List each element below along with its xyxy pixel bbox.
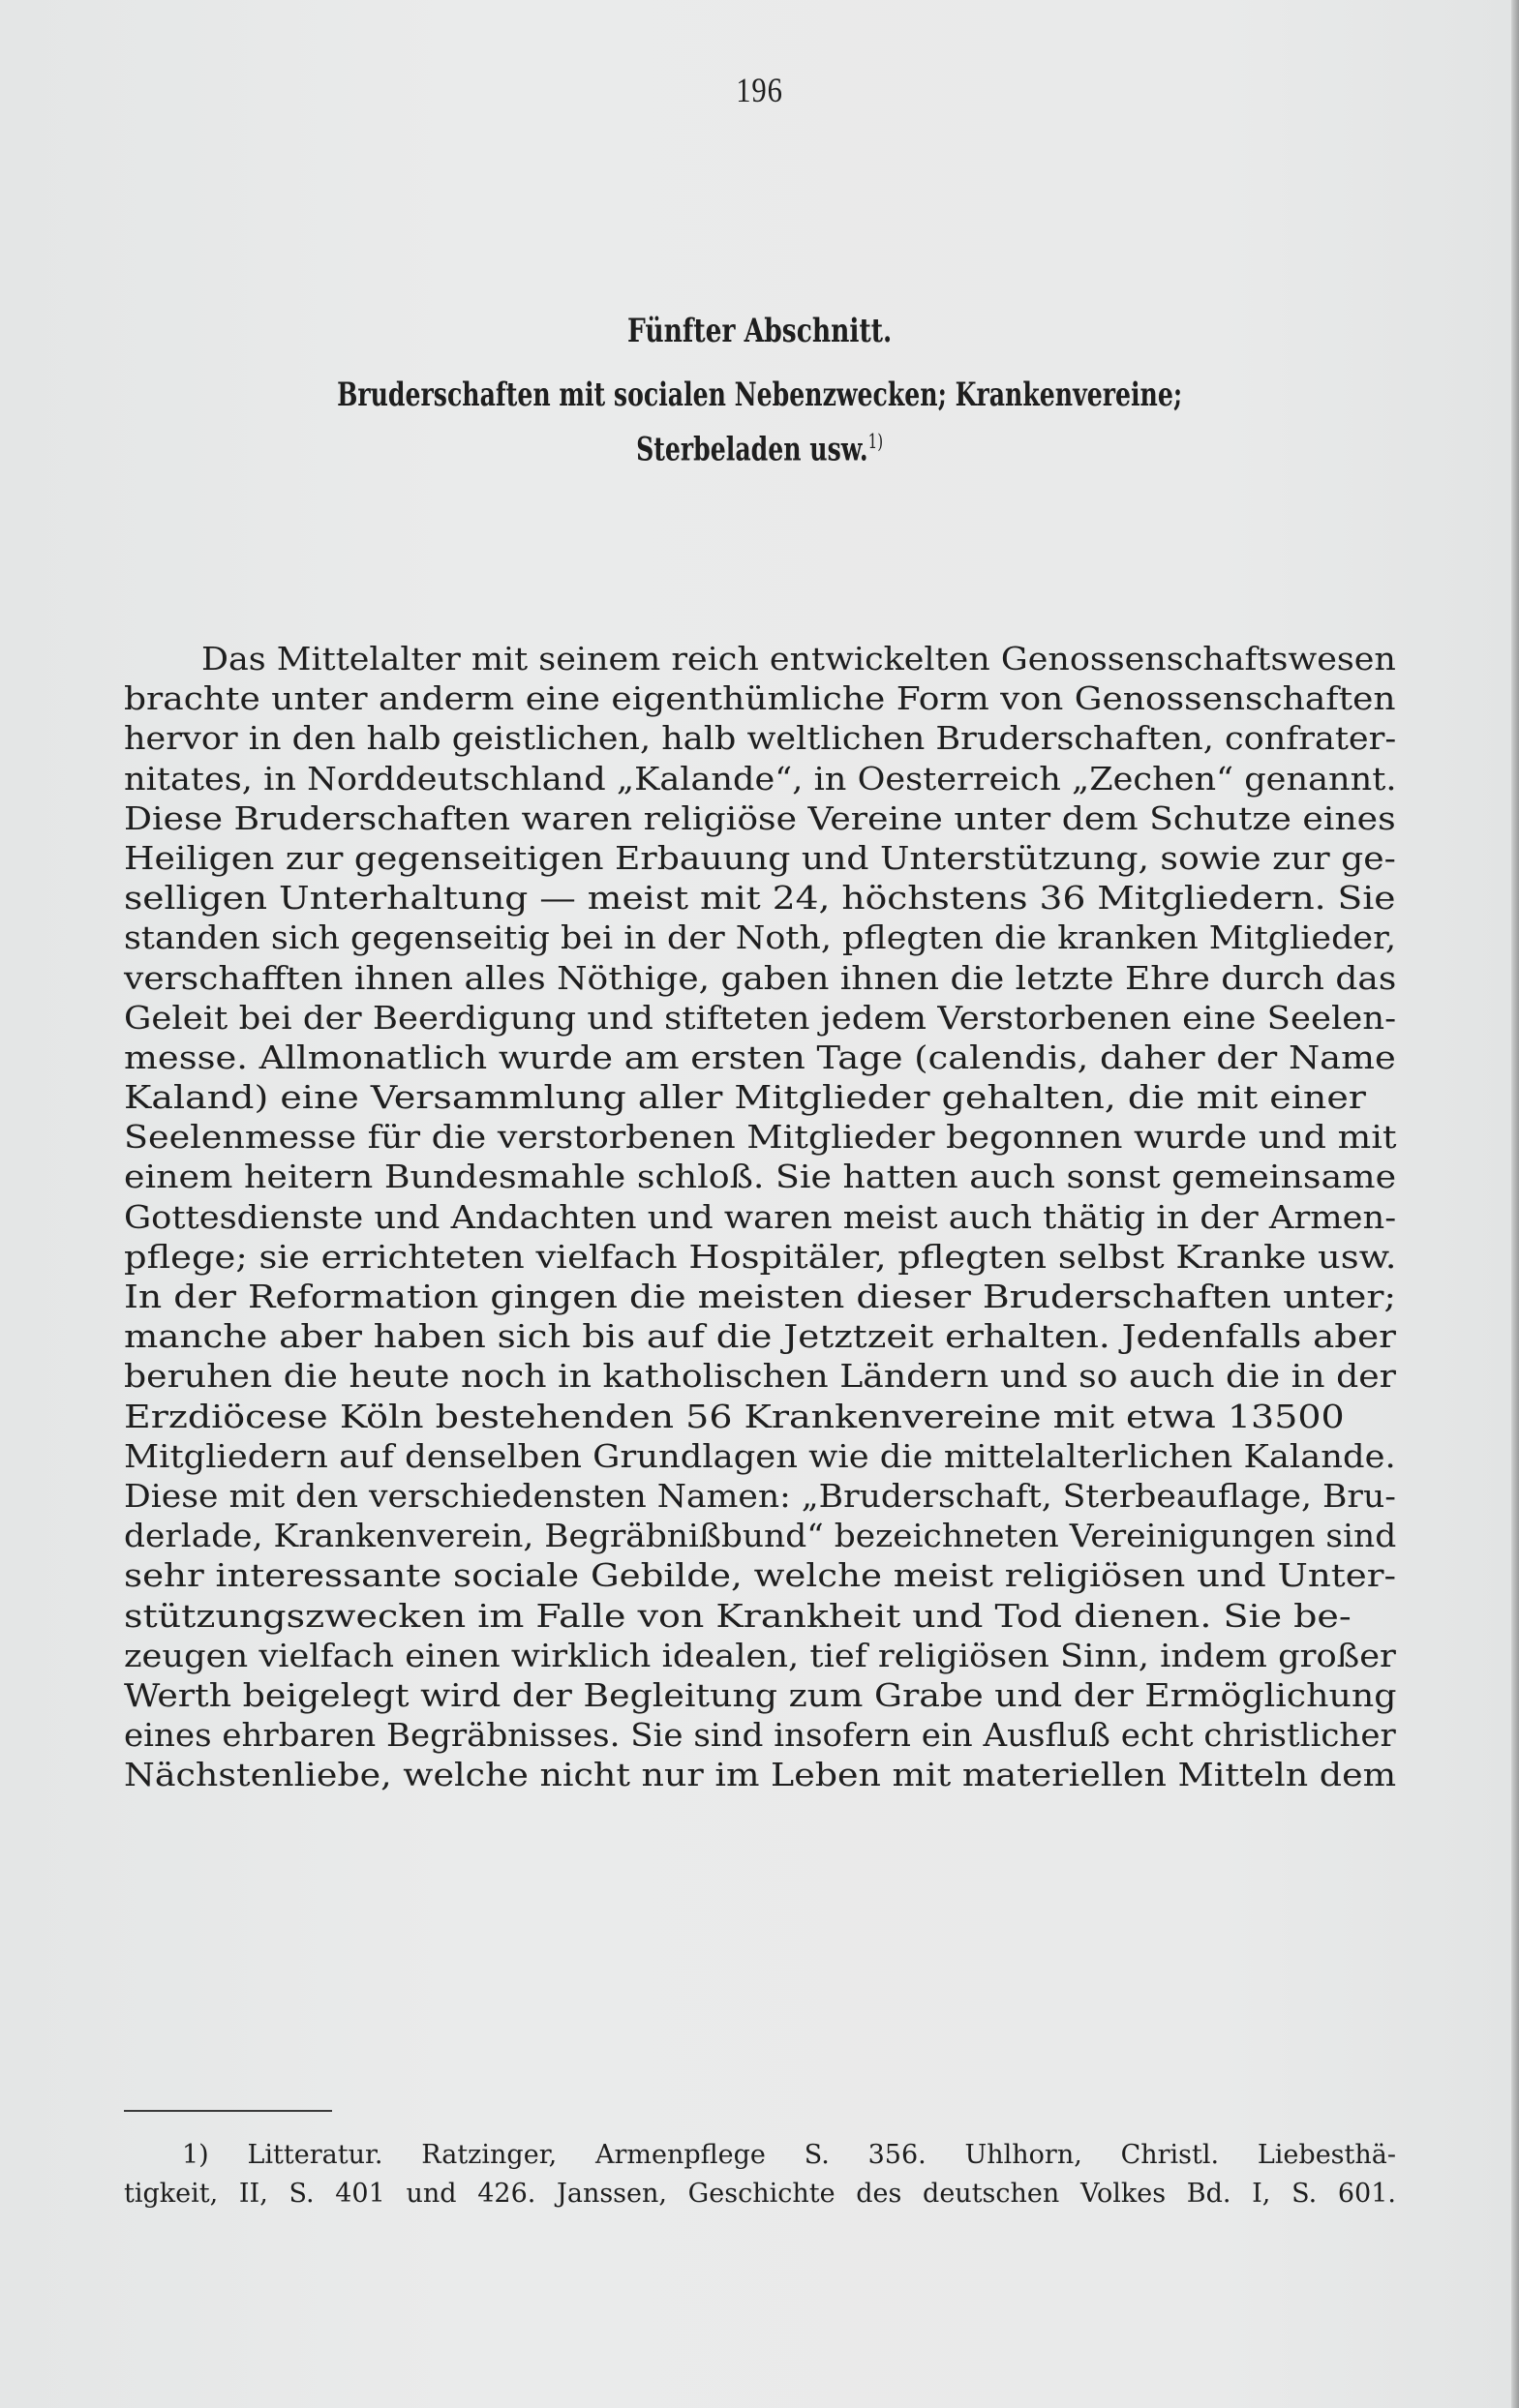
body-line: stützungszwecken im Falle von Krankheit und Tod dienen. Sie be- <box>124 1596 1352 1635</box>
footnote-line: tigkeit, II, S. 401 und 426. Janssen, Geschichte des deutschen Volkes Bd. I, S. 601. <box>124 2179 1396 2209</box>
body-line: manche aber haben sich bis auf die Jetztzeit erhalten. Jedenfalls aber <box>124 1317 1396 1356</box>
body-line: zeugen vielfach einen wirklich idealen, tief religiösen Sinn, indem großer <box>124 1636 1396 1674</box>
body-line: verschafften ihnen alles Nöthige, gaben ihnen die letzte Ehre durch das <box>124 958 1397 997</box>
body-line: standen sich gegenseitig bei in der Noth, pflegten die kranken Mitglieder, <box>124 918 1397 957</box>
body-line: sehr interessante sociale Gebilde, welche meist religiösen und Unter- <box>124 1556 1397 1595</box>
body-line: Heiligen zur gegenseitigen Erbauung und Unterstützung, sowie zur ge- <box>124 838 1396 877</box>
body-line: Werth beigelegt wird der Begleitung zum Grabe und der Ermöglichung <box>124 1675 1397 1714</box>
footnote-reference[interactable]: 1) <box>867 430 884 453</box>
body-line: hervor in den halb geistlichen, halb weltlichen Bruderschaften, confrater- <box>124 719 1397 758</box>
body-line: einem heitern Bundesmahle schloß. Sie hatten auch sonst gemeinsame <box>124 1158 1397 1196</box>
footnotes <box>124 2136 1396 2213</box>
body-line: beruhen die heute noch in katholischen Ländern und so auch die in der <box>124 1357 1396 1396</box>
page-edge-shadow <box>1511 0 1519 2408</box>
body-line: Nächstenliebe, welche nicht nur im Leben mit materiellen Mitteln dem <box>124 1756 1397 1794</box>
section-title: Fünfter Abschnitt. <box>626 312 893 350</box>
body-line: Das Mittelalter mit seinem reich entwickelten Genossenschaftswesen <box>201 640 1396 677</box>
body-line: Mitgliedern auf denselben Grundlagen wie die mittelalterlichen Kalande. <box>124 1436 1396 1475</box>
section-subtitle-line-1: Bruderschaften mit socialen Nebenzwecken; Krankenvereine; <box>337 376 1183 414</box>
body-paragraph <box>124 639 1396 1794</box>
subtitle-text: Sterbeladen usw. <box>636 430 868 469</box>
body-line: Diese Bruderschaften waren religiöse Vereine unter dem Schutze eines <box>124 798 1396 837</box>
body-line: pflege; sie errichteten vielfach Hospitäler, pflegten selbst Kranke usw. <box>124 1237 1397 1276</box>
body-line: eines ehrbaren Begräbnisses. Sie sind insofern ein Ausfluß echt christlicher <box>124 1716 1396 1755</box>
body-line: Geleit bei der Beerdigung und stifteten jedem Verstorbenen eine Seelen- <box>124 998 1397 1037</box>
footnote-divider <box>124 2110 332 2112</box>
body-line: Kaland) eine Versammlung aller Mitglieder gehalten, die mit einer <box>124 1078 1366 1117</box>
body-line: nitates, in Norddeutschland „Kalande“, in Oesterreich „Zechen“ genannt. <box>124 759 1397 798</box>
body-line: Seelenmesse für die verstorbenen Mitglieder begonnen wurde und mit <box>124 1118 1397 1157</box>
body-line: messe. Allmonatlich wurde am ersten Tage (calendis, daher der Name <box>124 1038 1396 1076</box>
body-line: Gottesdienste und Andachten und waren meist auch thätig in der Armen- <box>124 1197 1397 1236</box>
section-subtitle-line-2 <box>197 430 1322 468</box>
body-line: selligen Unterhaltung — meist mit 24, höchstens 36 Mitgliedern. Sie <box>124 879 1396 918</box>
footnote-line: 1) Litteratur. Ratzinger, Armenpflege S. 356. Uhlhorn, Christl. Liebesthä- <box>182 2140 1396 2170</box>
body-line: Erzdiöcese Köln bestehenden 56 Krankenvereine mit etwa 13500 <box>124 1397 1345 1435</box>
page-number: 196 <box>736 71 783 109</box>
body-line: Diese mit den verschiedensten Namen: „Bruderschaft, Sterbeauflage, Bru- <box>124 1476 1396 1515</box>
body-line: derlade, Krankenverein, Begräbnißbund“ bezeichneten Vereinigungen sind <box>124 1517 1397 1555</box>
body-line: In der Reformation gingen die meisten dieser Bruderschaften unter; <box>124 1278 1397 1315</box>
body-line: brachte unter anderm eine eigenthümliche Form von Genossenschaften <box>124 679 1396 718</box>
